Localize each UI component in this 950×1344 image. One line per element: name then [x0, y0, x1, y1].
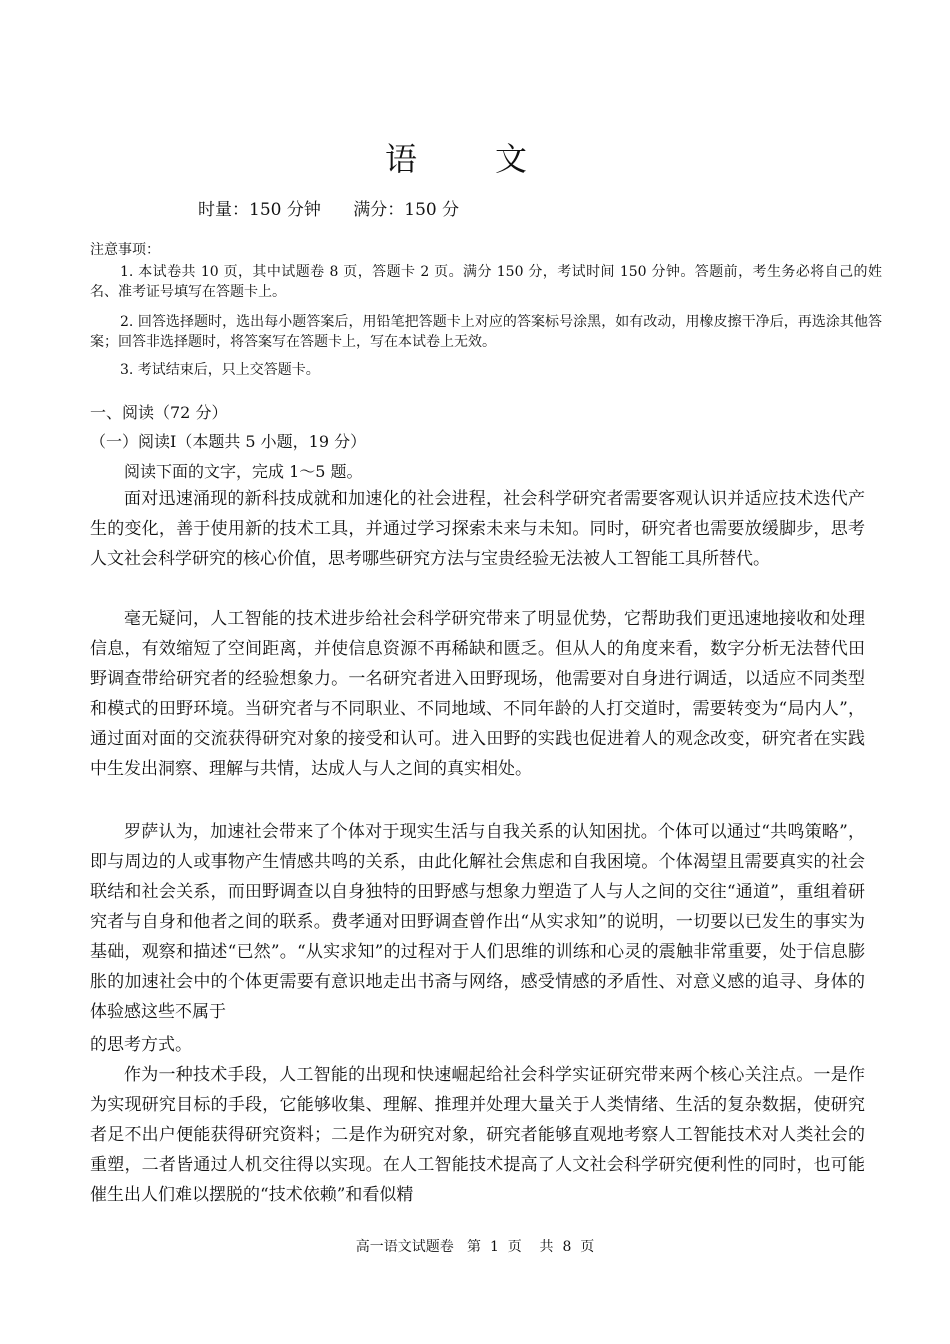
passage-paragraph-2: 毫无疑问，人工智能的技术进步给社会科学研究带来了明显优势，它帮助我们更迅速地接收和处理信息，有效缩短了空间距离，并使信息资源不再稀缺和匮乏。但从人的角度来看，数字分析无法替代田野调查带给研究者的经验想象力。一名研究者进入田野现场，他需要对自身进行调适，以适应不同类型和模式的田野环境。当研究者与不同职业、不同地域、不同年龄的人打交道时，需要转变为“局内人”，通过面对面的交流获得研究对象的接受和认可。进入田野的实践也促进着人的观念改变，研究者在实践中生发出洞察、理解与共情，达成人与人之间的真实相处。: [90, 609, 865, 779]
reading-instruction: 阅读下面的文字，完成 1～5 题。: [124, 462, 363, 481]
section-subheading: （一）阅读Ⅰ（本题共 5 小题，19 分）: [90, 432, 367, 451]
passage-paragraph-4: 作为一种技术手段，人工智能的出现和快速崛起给社会科学实证研究带来两个核心关注点。一是作为实现研究目标的手段，它能够收集、理解、推理并处理大量关于人类情绪、生活的复杂数据，使研究者足不出户便能获得研究资料；二是作为研究对象，研究者能够直观地考察人工智能技术对人类社会的重塑，二者皆通过人机交往得以实现。在人工智能技术提高了人文社会科学研究便利性的同时，也可能催生出人们难以摆脱的“技术依赖”和看似精: [90, 1065, 865, 1205]
notes-heading: 注意事项：: [90, 242, 160, 258]
section-heading: 一、阅读（72 分）: [90, 403, 228, 422]
passage-paragraph-3: 罗萨认为，加速社会带来了个体对于现实生活与自我关系的认知困扰。个体可以通过“共鸣策略”，即与周边的人或事物产生情感共鸣的关系，由此化解社会焦虑和自我困境。个体渴望且需要真实的社会联结和社会关系，而田野调查以自身独特的田野感与想象力塑造了人与人之间的交往“通道”，重组着研究者与自身和他者之间的联系。费孝通对田野调查曾作出“从实求知”的说明，一切要以已发生的事实为基础，观察和描述“已然”。“从实求知”的过程对于人们思维的训练和心灵的震触非常重要，处于信息膨胀的加速社会中的个体更需要有意识地走出书斋与网络，感受情感的矛盾性、对意义感的追寻、身体的体验感这些不属于: [90, 822, 865, 1022]
page-title: 语文: [384, 140, 605, 178]
exam-time-and-score: 时量：150 分钟 满分：150 分: [198, 200, 460, 220]
note-item-1: 1. 本试卷共 10 页，其中试题卷 8 页，答题卡 2 页。满分 150 分，考试时间 150 分钟。答题前，考生务必将自己的姓名、准考证号填写在答题卡上。: [90, 264, 882, 300]
note-item-2: 2. 回答选择题时，选出每小题答案后，用铅笔把答题卡上对应的答案标号涂黑，如有改动，用橡皮擦干净后，再选涂其他答案；回答非选择题时，将答案写在答题卡上，写在本试卷上无效。: [90, 314, 882, 350]
page-footer: 高一语文试题卷 第 1 页 共 8 页: [355, 1239, 595, 1255]
passage-paragraph-1: 面对迅速涌现的新科技成就和加速化的社会进程，社会科学研究者需要客观认识并适应技术迭代产生的变化，善于使用新的技术工具，并通过学习探索未来与未知。同时，研究者也需要放缓脚步，思考人文社会科学研究的核心价值，思考哪些研究方法与宝贵经验无法被人工智能工具所替代。: [90, 489, 865, 569]
passage-paragraph-3-end: 的思考方式。: [90, 1035, 192, 1055]
note-item-3: 3. 考试结束后，只上交答题卡。: [120, 362, 320, 378]
